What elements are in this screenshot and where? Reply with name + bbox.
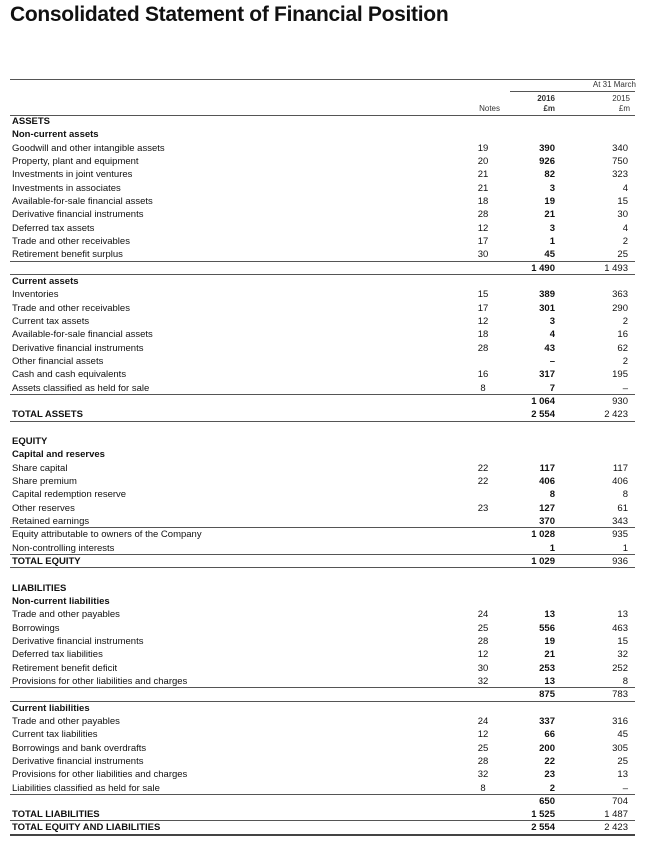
value-2016: 1 [549, 235, 555, 247]
row-label: Derivative financial instruments [12, 635, 144, 647]
row-label: Goodwill and other intangible assets [12, 142, 165, 154]
row-note: 24 [477, 609, 489, 621]
row-note: 8 [480, 382, 486, 394]
row-label: Current tax liabilities [12, 729, 98, 741]
row-label: Borrowings and bank overdrafts [12, 742, 147, 754]
row-label: Other reserves [12, 502, 75, 514]
value-2015: 750 [612, 155, 628, 167]
row-label: Inventories [12, 289, 59, 301]
value-2016: 1 064 [531, 395, 555, 407]
value-2015: 4 [622, 222, 628, 234]
row-label: Trade and other receivables [12, 302, 130, 314]
value-2016: 253 [539, 662, 555, 674]
value-2016: 370 [539, 515, 555, 527]
row-note: 32 [477, 675, 489, 687]
row-rule [10, 701, 635, 702]
value-2015: 290 [612, 302, 628, 314]
row-note: 15 [477, 289, 489, 301]
row-note: 28 [477, 209, 489, 221]
value-2016: 13 [544, 675, 555, 687]
value-2015: – [622, 782, 628, 794]
value-2015: 463 [612, 622, 628, 634]
row-label: Current tax assets [12, 315, 90, 327]
value-2016: 2 [549, 782, 555, 794]
row-note: 32 [477, 769, 489, 781]
row-note: 28 [477, 342, 489, 354]
statement-bottom-rule [10, 834, 635, 836]
row-note: 30 [477, 249, 489, 261]
row-note: 28 [477, 755, 489, 767]
row-label: Trade and other payables [12, 609, 120, 621]
value-2015: 406 [612, 475, 628, 487]
value-2015: 252 [612, 662, 628, 674]
row-note: 22 [477, 462, 489, 474]
value-2015: 8 [622, 675, 628, 687]
row-label: TOTAL LIABILITIES [12, 809, 100, 821]
row-label: Retained earnings [12, 515, 90, 527]
value-2015: 323 [612, 169, 628, 181]
row-label: Trade and other receivables [12, 235, 130, 247]
value-2015: 13 [617, 609, 628, 621]
value-2015: 15 [617, 195, 628, 207]
row-note: 18 [477, 329, 489, 341]
value-2016: 2 554 [531, 822, 555, 834]
value-2016: 22 [544, 755, 555, 767]
value-2015: 62 [617, 342, 628, 354]
value-2016: 926 [539, 155, 555, 167]
row-label: Investments in associates [12, 182, 121, 194]
value-2015: 2 [622, 235, 628, 247]
row-label: Provisions for other liabilities and charges [12, 769, 188, 781]
value-2015: 4 [622, 182, 628, 194]
value-2016: 1 029 [531, 555, 555, 567]
notes-header: Notes [479, 104, 500, 113]
row-label: Current assets [12, 275, 79, 287]
row-label: Non-current liabilities [12, 595, 110, 607]
row-label: EQUITY [12, 435, 48, 447]
row-label: Borrowings [12, 622, 60, 634]
value-2016: 7 [549, 382, 555, 394]
value-2015: 2 [622, 315, 628, 327]
value-2016: 45 [544, 249, 555, 261]
row-label: Available-for-sale financial assets [12, 195, 153, 207]
row-label: Property, plant and equipment [12, 155, 139, 167]
row-label: Retirement benefit deficit [12, 662, 118, 674]
value-2016: 1 028 [531, 529, 555, 541]
row-label: TOTAL EQUITY [12, 555, 81, 567]
row-label: Derivative financial instruments [12, 755, 144, 767]
header-bottom-rule [10, 115, 635, 116]
value-2015: 13 [617, 769, 628, 781]
value-2015: 1 [622, 542, 628, 554]
value-2016: 66 [544, 729, 555, 741]
row-note: 16 [477, 369, 489, 381]
row-label: Deferred tax liabilities [12, 649, 103, 661]
value-2016: 127 [539, 502, 555, 514]
row-rule [10, 567, 635, 568]
year-2015-header: 2015 [612, 94, 630, 103]
value-2015: 1 493 [604, 262, 628, 274]
row-note: 25 [477, 742, 489, 754]
value-2016: 875 [539, 689, 555, 701]
value-2015: 783 [612, 689, 628, 701]
value-2016: 1 [549, 542, 555, 554]
row-label: LIABILITIES [12, 582, 67, 594]
value-2016: 19 [544, 635, 555, 647]
value-2015: 936 [612, 555, 628, 567]
value-2015: 2 423 [604, 409, 628, 421]
value-2015: – [622, 382, 628, 394]
row-note: 30 [477, 662, 489, 674]
row-label: Liabilities classified as held for sale [12, 782, 160, 794]
value-2016: 406 [539, 475, 555, 487]
value-2015: 15 [617, 635, 628, 647]
value-2015: 2 [622, 355, 628, 367]
row-label: Capital redemption reserve [12, 489, 127, 501]
value-2016: 301 [539, 302, 555, 314]
value-2016: 650 [539, 795, 555, 807]
value-2016: 1 490 [531, 262, 555, 274]
value-2015: 30 [617, 209, 628, 221]
value-2015: 2 423 [604, 822, 628, 834]
row-note: 17 [477, 302, 489, 314]
row-note: 18 [477, 195, 489, 207]
value-2016: 317 [539, 369, 555, 381]
row-note: 25 [477, 622, 489, 634]
unit-2015-header: £m [618, 104, 630, 113]
row-label: TOTAL ASSETS [12, 409, 83, 421]
value-2016: 390 [539, 142, 555, 154]
row-note: 24 [477, 715, 489, 727]
value-2016: 337 [539, 715, 555, 727]
row-label: Current liabilities [12, 702, 90, 714]
row-note: 28 [477, 635, 489, 647]
value-2016: 43 [544, 342, 555, 354]
value-2016: 117 [539, 462, 555, 474]
period-header: At 31 March [592, 80, 636, 89]
value-2015: 8 [622, 489, 628, 501]
row-note: 22 [477, 475, 489, 487]
value-2016: 23 [544, 769, 555, 781]
row-label: Cash and cash equivalents [12, 369, 127, 381]
row-label: Capital and reserves [12, 449, 105, 461]
value-2015: 935 [612, 529, 628, 541]
row-rule [10, 274, 635, 275]
row-label: Assets classified as held for sale [12, 382, 150, 394]
row-note: 23 [477, 502, 489, 514]
value-2015: 704 [612, 795, 628, 807]
row-note: 8 [480, 782, 486, 794]
value-2016: 3 [549, 182, 555, 194]
value-2016: 8 [549, 489, 555, 501]
row-label: Non-current assets [12, 129, 99, 141]
value-2016: 389 [539, 289, 555, 301]
value-2015: 305 [612, 742, 628, 754]
value-2016: 21 [544, 649, 555, 661]
period-header-rule [510, 91, 635, 92]
value-2015: 930 [612, 395, 628, 407]
value-2016: 21 [544, 209, 555, 221]
value-2015: 45 [617, 729, 628, 741]
value-2016: 82 [544, 169, 555, 181]
row-note: 21 [477, 182, 489, 194]
row-label: Other financial assets [12, 355, 104, 367]
row-note: 17 [477, 235, 489, 247]
value-2015: 316 [612, 715, 628, 727]
row-label: Deferred tax assets [12, 222, 95, 234]
value-2015: 16 [617, 329, 628, 341]
value-2015: 117 [612, 462, 628, 474]
row-label: Retirement benefit surplus [12, 249, 123, 261]
row-note: 12 [477, 729, 489, 741]
row-label: Investments in joint ventures [12, 169, 133, 181]
unit-2016-header: £m [543, 104, 555, 113]
row-note: 21 [477, 169, 489, 181]
value-2015: 25 [617, 755, 628, 767]
value-2016: 4 [549, 329, 555, 341]
row-label: Derivative financial instruments [12, 342, 144, 354]
row-rule [10, 421, 635, 422]
value-2016: 13 [544, 609, 555, 621]
value-2016: 19 [544, 195, 555, 207]
value-2015: 32 [617, 649, 628, 661]
header-top-rule [10, 79, 635, 80]
row-note: 12 [477, 649, 489, 661]
value-2016: 3 [549, 315, 555, 327]
value-2015: 25 [617, 249, 628, 261]
row-label: ASSETS [12, 116, 51, 127]
row-label: Provisions for other liabilities and charges [12, 675, 188, 687]
value-2016: – [549, 355, 555, 367]
value-2015: 1 487 [604, 809, 628, 821]
value-2016: 3 [549, 222, 555, 234]
value-2015: 195 [612, 369, 628, 381]
row-label: Share capital [12, 462, 68, 474]
value-2015: 61 [617, 502, 628, 514]
value-2016: 200 [539, 742, 555, 754]
value-2016: 1 525 [531, 809, 555, 821]
row-label: Non-controlling interests [12, 542, 115, 554]
row-label: Derivative financial instruments [12, 209, 144, 221]
value-2015: 343 [612, 515, 628, 527]
row-note: 12 [477, 222, 489, 234]
value-2015: 363 [612, 289, 628, 301]
row-label: Available-for-sale financial assets [12, 329, 153, 341]
row-label: Equity attributable to owners of the Company [12, 529, 202, 541]
row-label: Share premium [12, 475, 77, 487]
row-note: 12 [477, 315, 489, 327]
year-2016-header: 2016 [537, 94, 555, 103]
row-label: TOTAL EQUITY AND LIABILITIES [12, 822, 161, 834]
value-2016: 556 [539, 622, 555, 634]
page-title: Consolidated Statement of Financial Position [10, 3, 449, 26]
row-label: Trade and other payables [12, 715, 120, 727]
row-note: 20 [477, 155, 489, 167]
row-note: 19 [477, 142, 489, 154]
value-2015: 340 [612, 142, 628, 154]
value-2016: 2 554 [531, 409, 555, 421]
